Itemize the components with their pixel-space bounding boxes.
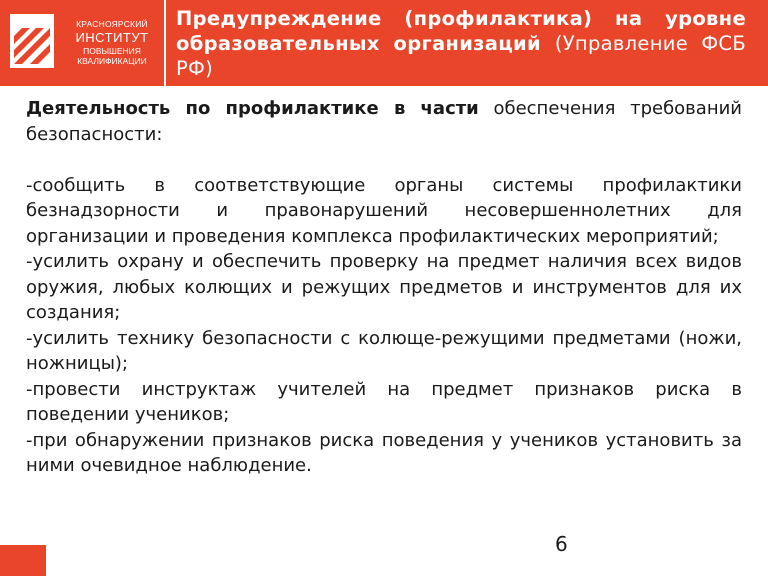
intro-bold-text: Деятельность по профилактике в части: [26, 98, 479, 119]
list-item: -провести инструктаж учителей на предмет признаков риска в поведении учеников;: [26, 378, 742, 425]
intro-rest-text: обеспечения требований безопасности:: [26, 98, 742, 145]
list-item: -сообщить в соответствующие органы системы профилактики безнадзорности и правонарушений несовершеннолетних для организации и проведения комплекса профилактических мероприятий;: [26, 174, 742, 247]
intro-paragraph: [26, 96, 742, 147]
footer-accent-block: [0, 545, 46, 576]
slide-body: [26, 96, 742, 479]
logo-emblem-icon: [10, 14, 54, 68]
slide-title-source: (Управление ФСБ РФ): [176, 32, 746, 80]
slide-title: [176, 6, 746, 81]
page-number: 6: [555, 532, 568, 556]
list-item: -усилить охрану и обеспечить проверку на предмет наличия всех видов оружия, любых колющих и режущих предметов и инструментов для их создания;: [26, 251, 742, 323]
logo-line-1: КРАСНОЯРСКИЙ: [76, 19, 148, 29]
header-divider: [164, 0, 166, 86]
logo-line-3: ПОВЫШЕНИЯ: [83, 45, 141, 56]
logo-line-2: ИНСТИТУТ: [75, 29, 149, 45]
list-item: -при обнаружении признаков риска поведения у учеников установить за ними очевидное наблюдение.: [26, 429, 742, 476]
logo-text: [60, 20, 164, 66]
institute-logo: [0, 0, 164, 86]
header-bar: [0, 0, 768, 86]
list-item: -усилить технику безопасности с колюще-режущими предметами (ножи, ножницы);: [26, 327, 742, 374]
slide-title-bold: Предупреждение (профилактика) на уровне образовательных организаций: [176, 7, 746, 55]
paragraph-spacer: [26, 147, 742, 173]
logo-line-4: КВАЛИФИКАЦИИ: [77, 56, 147, 66]
